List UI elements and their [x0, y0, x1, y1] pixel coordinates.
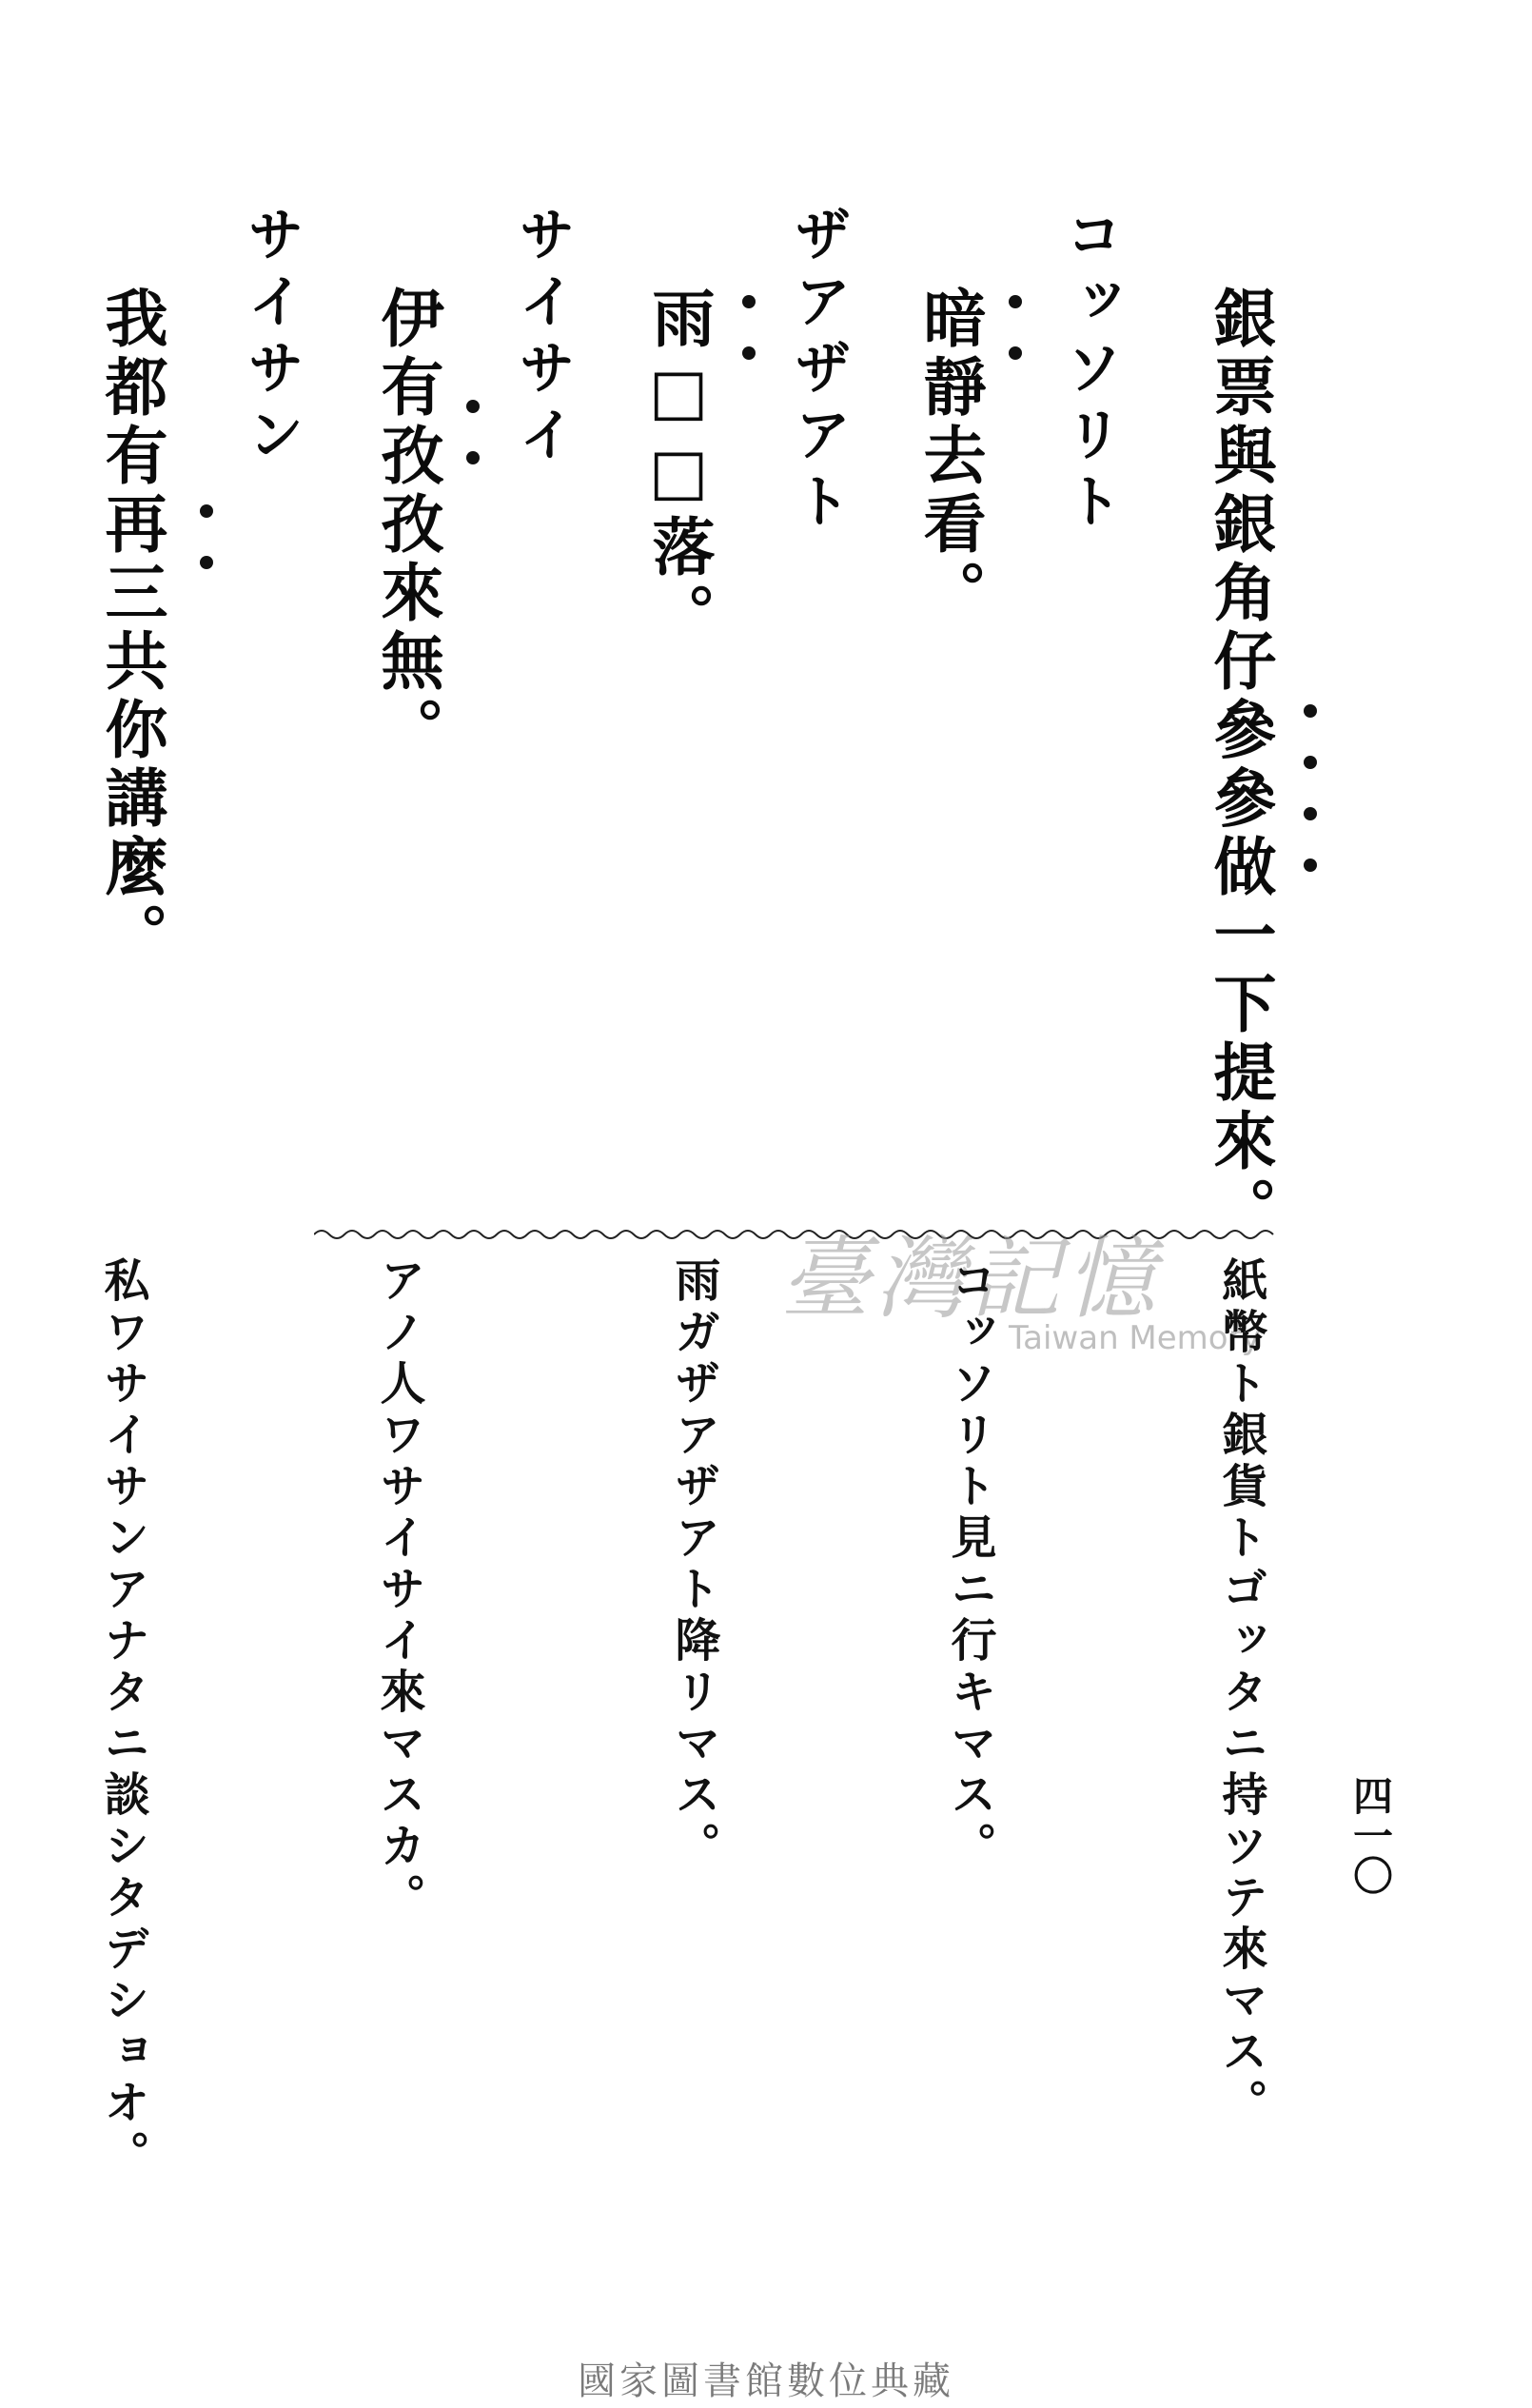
watermark-chinese: 臺灣記憶: [780, 1228, 1162, 1332]
heading-kossorito: コッソリト: [1056, 205, 1123, 538]
footer-attribution: 國家圖書館數位典藏: [578, 2359, 954, 2403]
emphasis-dots: [466, 400, 485, 503]
heading-saisan: サイサン: [238, 205, 304, 471]
taiwanese-sentence-5: 我都有再三共你講麼。: [94, 286, 168, 971]
taiwanese-sentence-2: 暗靜去看。: [913, 286, 987, 628]
heading-zaazaato: ザアザアト: [785, 205, 852, 538]
emphasis-dots: [1304, 704, 1323, 910]
japanese-sentence-2: コッソリト見ニ行キマス。: [943, 1256, 996, 1873]
watermark: [780, 1207, 1275, 1369]
page-number: 四一〇: [1347, 1775, 1394, 1895]
taiwanese-sentence-4: 伊有孜孜來無。: [370, 286, 444, 765]
heading-saisai: サイサイ: [509, 205, 576, 471]
japanese-sentence-4: アノ人ワサイサイ來マスカ。: [372, 1256, 425, 1924]
japanese-sentence-1: 紙幣ト銀貨トゴッタニ持ツテ來マス。: [1214, 1256, 1267, 2130]
emphasis-dots: [742, 295, 761, 398]
taiwanese-sentence-1: 銀票與銀角仔參參做一下提來。: [1203, 286, 1277, 1245]
japanese-sentence-3: 雨ガザアザアト降リマス。: [667, 1256, 720, 1873]
taiwanese-sentence-3: 雨□□落。: [641, 286, 716, 651]
japanese-sentence-5: 私ワサイサンアナタニ談シタデショオ。: [96, 1256, 149, 2181]
watermark-english: Taiwan Memory: [1009, 1319, 1261, 1357]
emphasis-dots: [1009, 295, 1028, 398]
emphasis-dots: [200, 504, 219, 607]
